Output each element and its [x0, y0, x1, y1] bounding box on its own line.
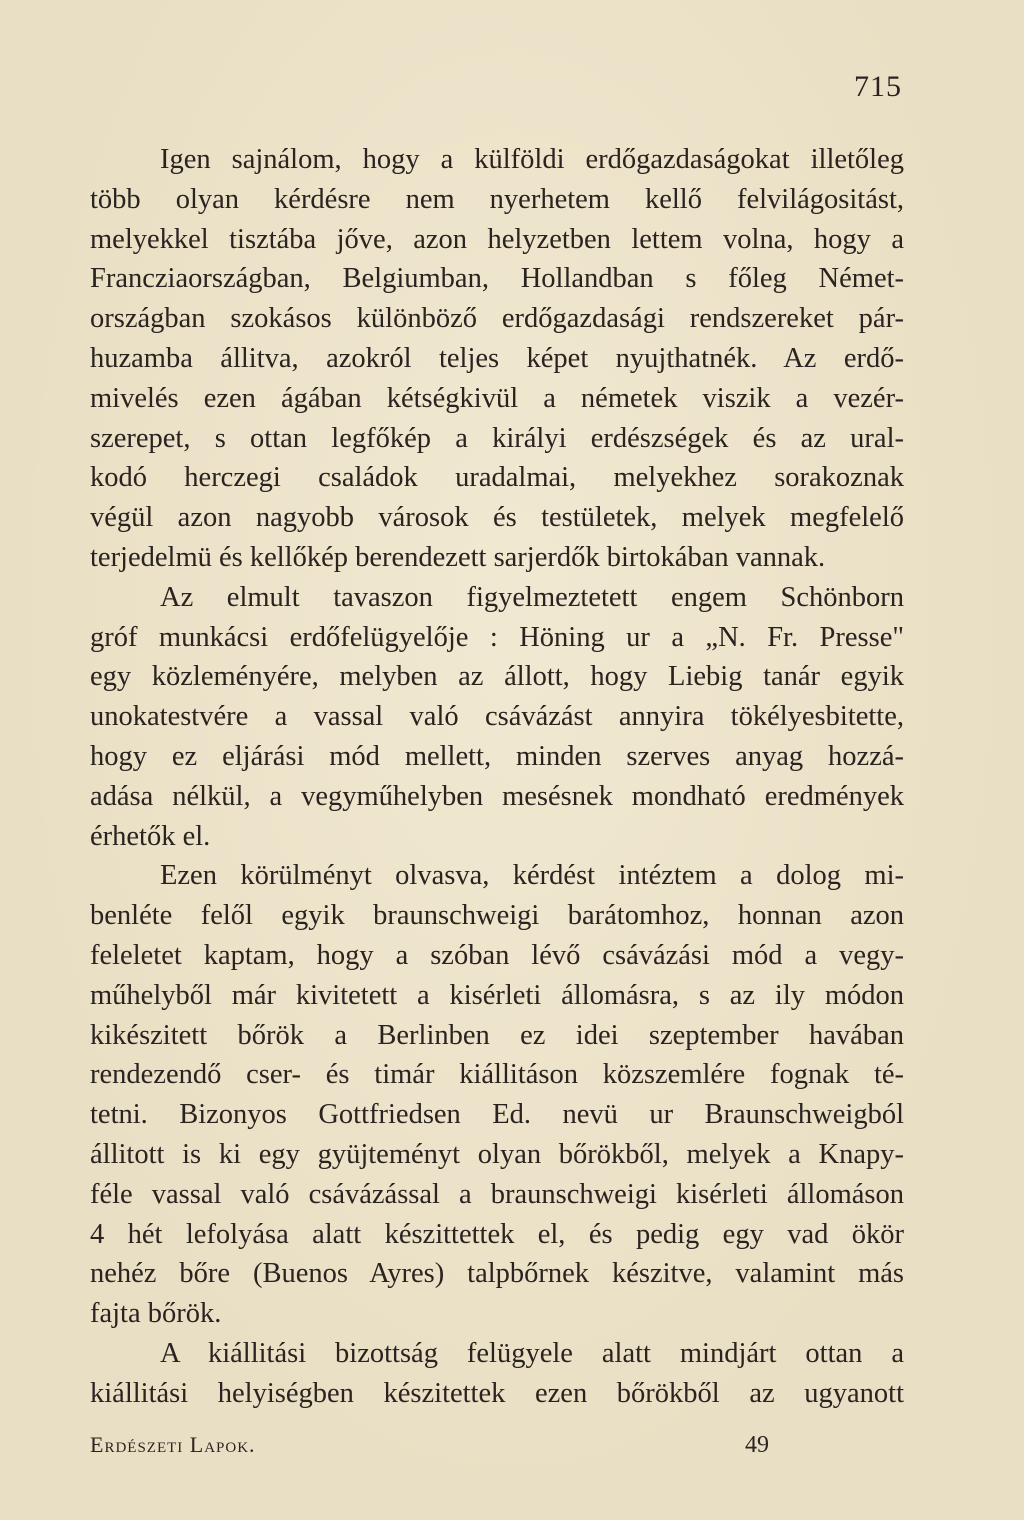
page-footer: [90, 1432, 904, 1472]
paragraph: [90, 578, 904, 857]
journal-title: Erdészeti Lapok.: [90, 1432, 256, 1457]
text-line: Az elmult tavaszon figyelmeztetett engem Schönborn: [160, 581, 904, 613]
text-line: több olyan kérdésre nem nyerhetem kellő felvilágositást,: [90, 183, 904, 215]
text-line: 4 hét lefolyása alatt készittettek el, és pedig egy vad ökör: [90, 1218, 904, 1250]
text-line: féle vassal való csávázással a braunschweigi kisérleti állomáson: [90, 1178, 904, 1210]
page-number: 715: [854, 70, 902, 103]
text-line: állitott is ki egy gyüjteményt olyan bőrökből, melyek a Knapy-: [90, 1138, 904, 1170]
text-line: országban szokásos különböző erdőgazdasági rendszereket pár-: [90, 303, 904, 335]
text-line: kodó herczegi családok uradalmai, melyekhez sorakoznak: [90, 462, 904, 494]
signature-number: 49: [745, 1432, 769, 1458]
text-line: Ezen körülményt olvasva, kérdést intéztem a dolog mi-: [160, 860, 904, 892]
paragraph: [90, 140, 904, 578]
text-line: adása nélkül, a vegyműhelyben mesésnek mondható eredmények: [90, 780, 904, 812]
text-line: kiállitási helyiségben készitettek ezen bőrökből az ugyanott: [90, 1377, 904, 1409]
text-line: érhetők el.: [90, 820, 211, 852]
text-line: Francziaországban, Belgiumban, Hollandban s főleg Német-: [90, 263, 904, 295]
text-line: tetni. Bizonyos Gottfriedsen Ed. nevü ur Braunschweigból: [90, 1099, 904, 1131]
text-line: fajta bőrök.: [90, 1298, 222, 1330]
text-line: hogy ez eljárási mód mellett, minden szerves anyag hozzá-: [90, 740, 904, 772]
text-line: mivelés ezen ágában kétségkivül a németek viszik a vezér-: [90, 382, 904, 414]
text-line: végül azon nagyobb városok és testületek, melyek megfelelő: [90, 502, 904, 534]
text-line: feleletet kaptam, hogy a szóban lévő csávázási mód a vegy-: [90, 939, 904, 971]
text-line: kikészitett bőrök a Berlinben ez idei szeptember havában: [90, 1019, 904, 1051]
paragraph: [90, 1334, 904, 1414]
text-line: benléte felől egyik braunschweigi barátomhoz, honnan azon: [90, 900, 904, 932]
body-text: [90, 140, 904, 1414]
text-line: nehéz bőre (Buenos Ayres) talpbőrnek készitve, valamint más: [90, 1258, 904, 1290]
text-line: Igen sajnálom, hogy a külföldi erdőgazdaságokat illetőleg: [160, 144, 904, 175]
text-line: unokatestvére a vassal való csávázást annyira tökélyesbitette,: [90, 701, 904, 733]
text-line: műhelyből már kivitetett a kisérleti állomásra, s az ily módon: [90, 979, 904, 1011]
text-line: gróf munkácsi erdőfelügyelője : Höning ur a „N. Fr. Presse": [90, 621, 904, 653]
text-line: rendezendő cser- és timár kiállitáson közszemlére fognak té-: [90, 1059, 904, 1091]
text-line: A kiállitási bizottság felügyele alatt mindjárt ottan a: [160, 1337, 904, 1369]
text-line: melyekkel tisztába jőve, azon helyzetben lettem volna, hogy a: [90, 223, 904, 255]
text-line: egy közleményére, melyben az állott, hogy Liebig tanár egyik: [90, 661, 904, 693]
text-line: szerepet, s ottan legfőkép a királyi erdészségek és az ural-: [90, 422, 904, 454]
paragraph: [90, 856, 904, 1334]
text-line: huzamba állitva, azokról teljes képet nyujthatnék. Az erdő-: [90, 342, 904, 374]
text-line: terjedelmü és kellőkép berendezett sarjerdők birtokában vannak.: [90, 541, 826, 573]
